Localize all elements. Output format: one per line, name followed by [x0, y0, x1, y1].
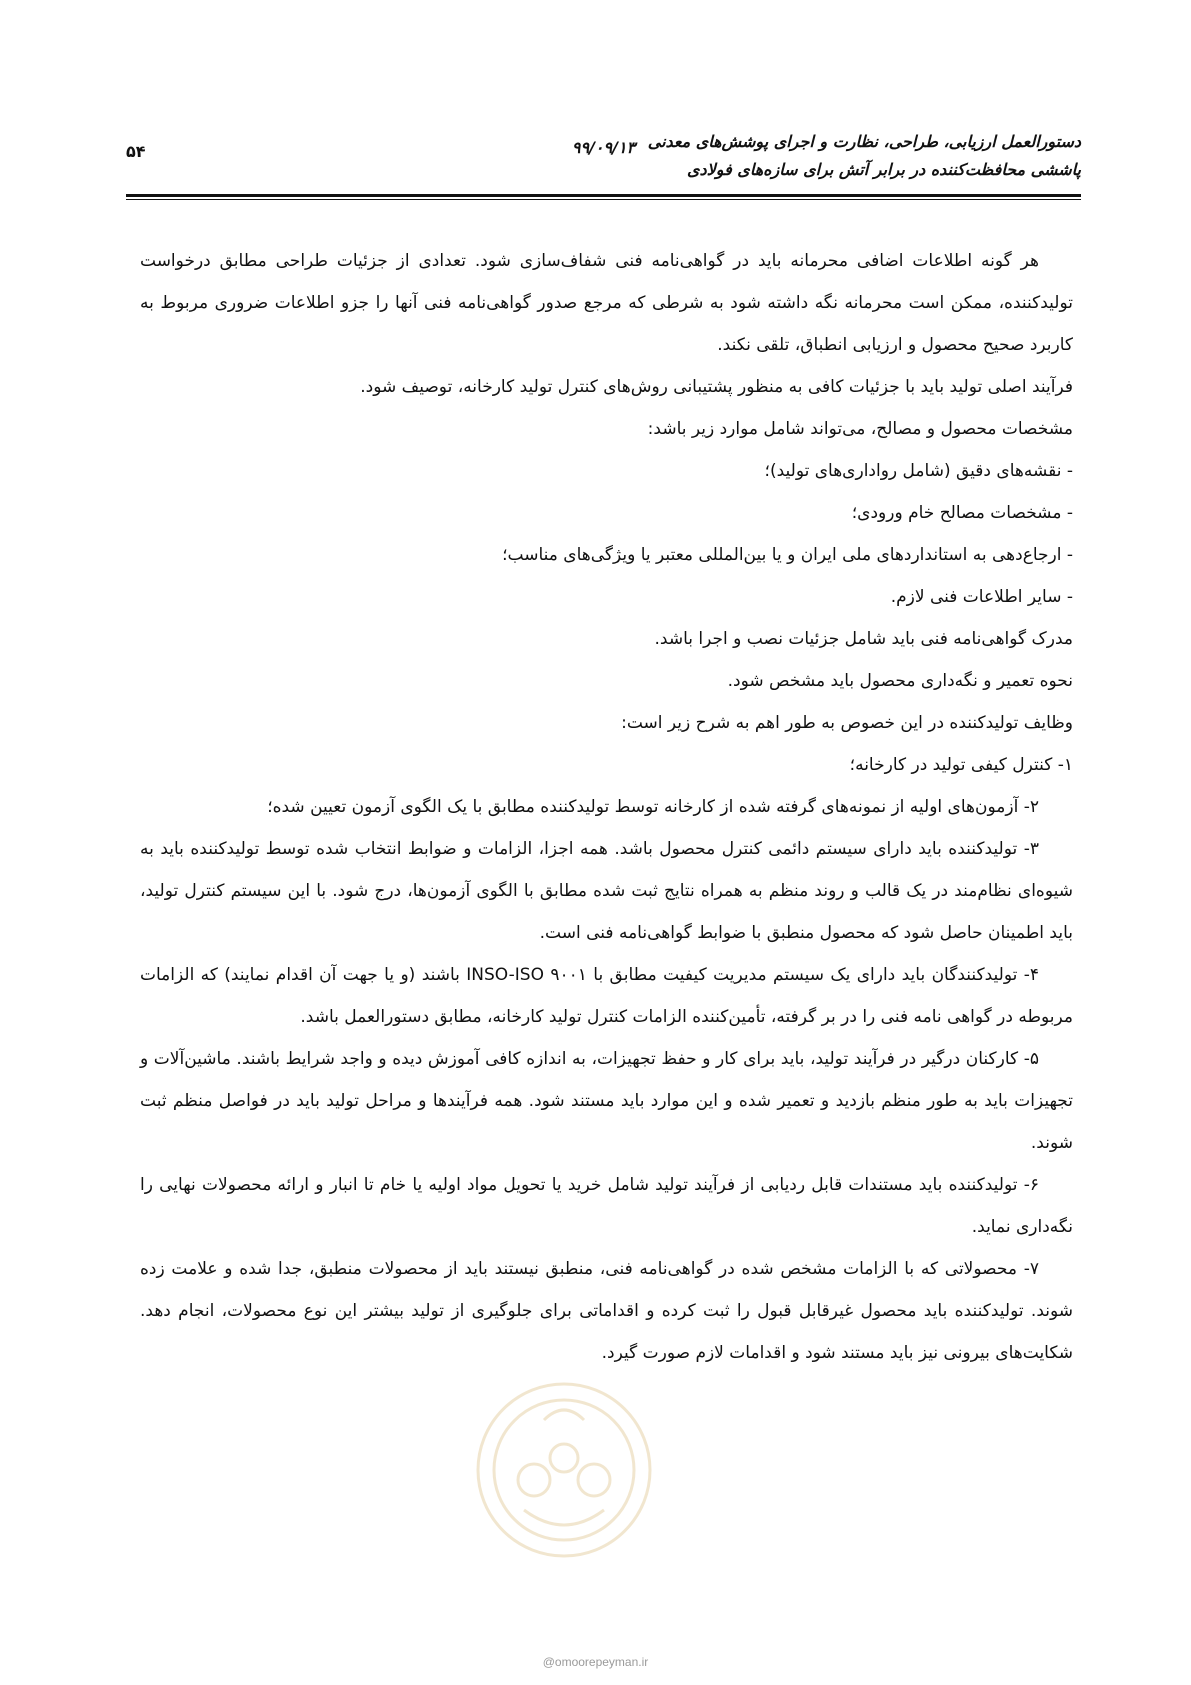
paragraph-duties-intro: وظایف تولیدکننده در این خصوص به طور اهم به شرح زیر است: — [621, 713, 1073, 733]
page-number: ۵۴ — [126, 142, 146, 161]
numbered-item-4: ۴- تولیدکنندگان باید دارای یک سیستم مدیریت کیفیت مطابق با INSO-ISO ۹۰۰۱ باشند (و یا جهت آن اقدام نمایند) که الزامات مربوطه در گواهی نامه فنی را در بر گرفته، تأمین‌کننده الزامات کنترل تولید کارخانه، مطابق دستورالعمل باشد. — [140, 965, 1073, 1027]
watermark-site: @omoorepeyman.ir — [542, 1655, 649, 1669]
numbered-item-3: ۳- تولیدکننده باید دارای سیستم دائمی کنترل محصول باشد. همه اجزا، الزامات و ضوابط انتخاب شده توسط تولیدکننده باید به شیوه‌ای نظام‌مند در یک قالب و روند منظم به همراه نتایج ثبت شده مطابق با الگوی آزمون‌ها، درج شود. با این سیستم کنترل تولید، باید اطمینان حاصل شود که محصول منطبق با ضوابط گواهی‌نامه فنی است. — [140, 839, 1073, 943]
header-title-line2: پاششی محافظت‌کننده در برابر آتش برای سازه‌های فولادی — [687, 160, 1081, 179]
header-title-line1: دستورالعمل ارزیابی، طراحی، نظارت و اجرای پوشش‌های معدنی — [647, 132, 1081, 151]
watermark-seal-icon — [474, 1380, 654, 1560]
list-item: - نقشه‌های دقیق (شامل رواداری‌های تولید)؛ — [764, 461, 1073, 481]
list-item: - سایر اطلاعات فنی لازم. — [890, 587, 1073, 607]
numbered-item-2: ۲- آزمون‌های اولیه از نمونه‌های گرفته شده از کارخانه توسط تولیدکننده مطابق با یک الگوی آزمون تعیین شده؛ — [267, 797, 1039, 817]
numbered-item-5: ۵- کارکنان درگیر در فرآیند تولید، باید برای کار و حفظ تجهیزات، به اندازه کافی آموزش دیده و واجد شرایط باشند. ماشین‌آلات و تجهیزات باید به طور منظم بازدید و تعمیر شده و این موارد باید مستند شود. همه فرآیندها و مراحل تولید باید در فواصل منظم ثبت شوند. — [140, 1049, 1073, 1153]
numbered-item-6: ۶- تولیدکننده باید مستندات قابل ردیابی از فرآیند تولید شامل خرید یا تحویل مواد اولیه یا خام تا انبار و ارائه محصولات نهایی را نگه‌داری نماید. — [140, 1175, 1073, 1237]
paragraph-specs-intro: مشخصات محصول و مصالح، می‌تواند شامل موارد زیر باشد: — [647, 419, 1073, 439]
numbered-item-1: ۱- کنترل کیفی تولید در کارخانه؛ — [849, 755, 1073, 775]
header-rule-thick — [126, 194, 1081, 197]
paragraph-maintenance: نحوه تعمیر و نگه‌داری محصول باید مشخص شود. — [727, 671, 1073, 691]
page-header — [126, 128, 1081, 188]
list-item: - مشخصات مصالح خام ورودی؛ — [851, 503, 1073, 523]
paragraph-installation: مدرک گواهی‌نامه فنی باید شامل جزئیات نصب و اجرا باشد. — [654, 629, 1073, 649]
paragraph-main-process: فرآیند اصلی تولید باید با جزئیات کافی به منظور پشتیبانی روش‌های کنترل تولید کارخانه، توصیف شود. — [360, 377, 1073, 397]
body-text — [140, 240, 1073, 1374]
header-date: ۹۹/۰۹/۱۳ — [571, 138, 636, 157]
paragraph-confidential: هر گونه اطلاعات اضافی محرمانه باید در گواهی‌نامه فنی شفاف‌سازی شود. تعدادی از جزئیات طراحی مطابق درخواست تولیدکننده، ممکن است محرمانه نگه داشته شود به شرطی که مرجع صدور گواهی‌نامه فنی آنها را جزو اطلاعات ضروری مربوط به کاربرد صحیح محصول و ارزیابی انطباق، تلقی نکند. — [140, 251, 1073, 355]
numbered-item-7: ۷- محصولاتی که با الزامات مشخص شده در گواهی‌نامه فنی، منطبق نیستند باید از محصولات منطبق، جدا شده و علامت زده شوند. تولیدکننده باید محصول غیرقابل قبول را ثبت کرده و اقداماتی برای جلوگیری از تولید بیشتر این نوع محصولات، انجام دهد. شکایت‌های بیرونی نیز باید مستند شود و اقدامات لازم صورت گیرد. — [140, 1259, 1073, 1363]
list-item: - ارجاع‌دهی به استانداردهای ملی ایران و یا بین‌المللی معتبر یا ویژگی‌های مناسب؛ — [502, 545, 1073, 565]
header-rule-thin — [126, 199, 1081, 200]
